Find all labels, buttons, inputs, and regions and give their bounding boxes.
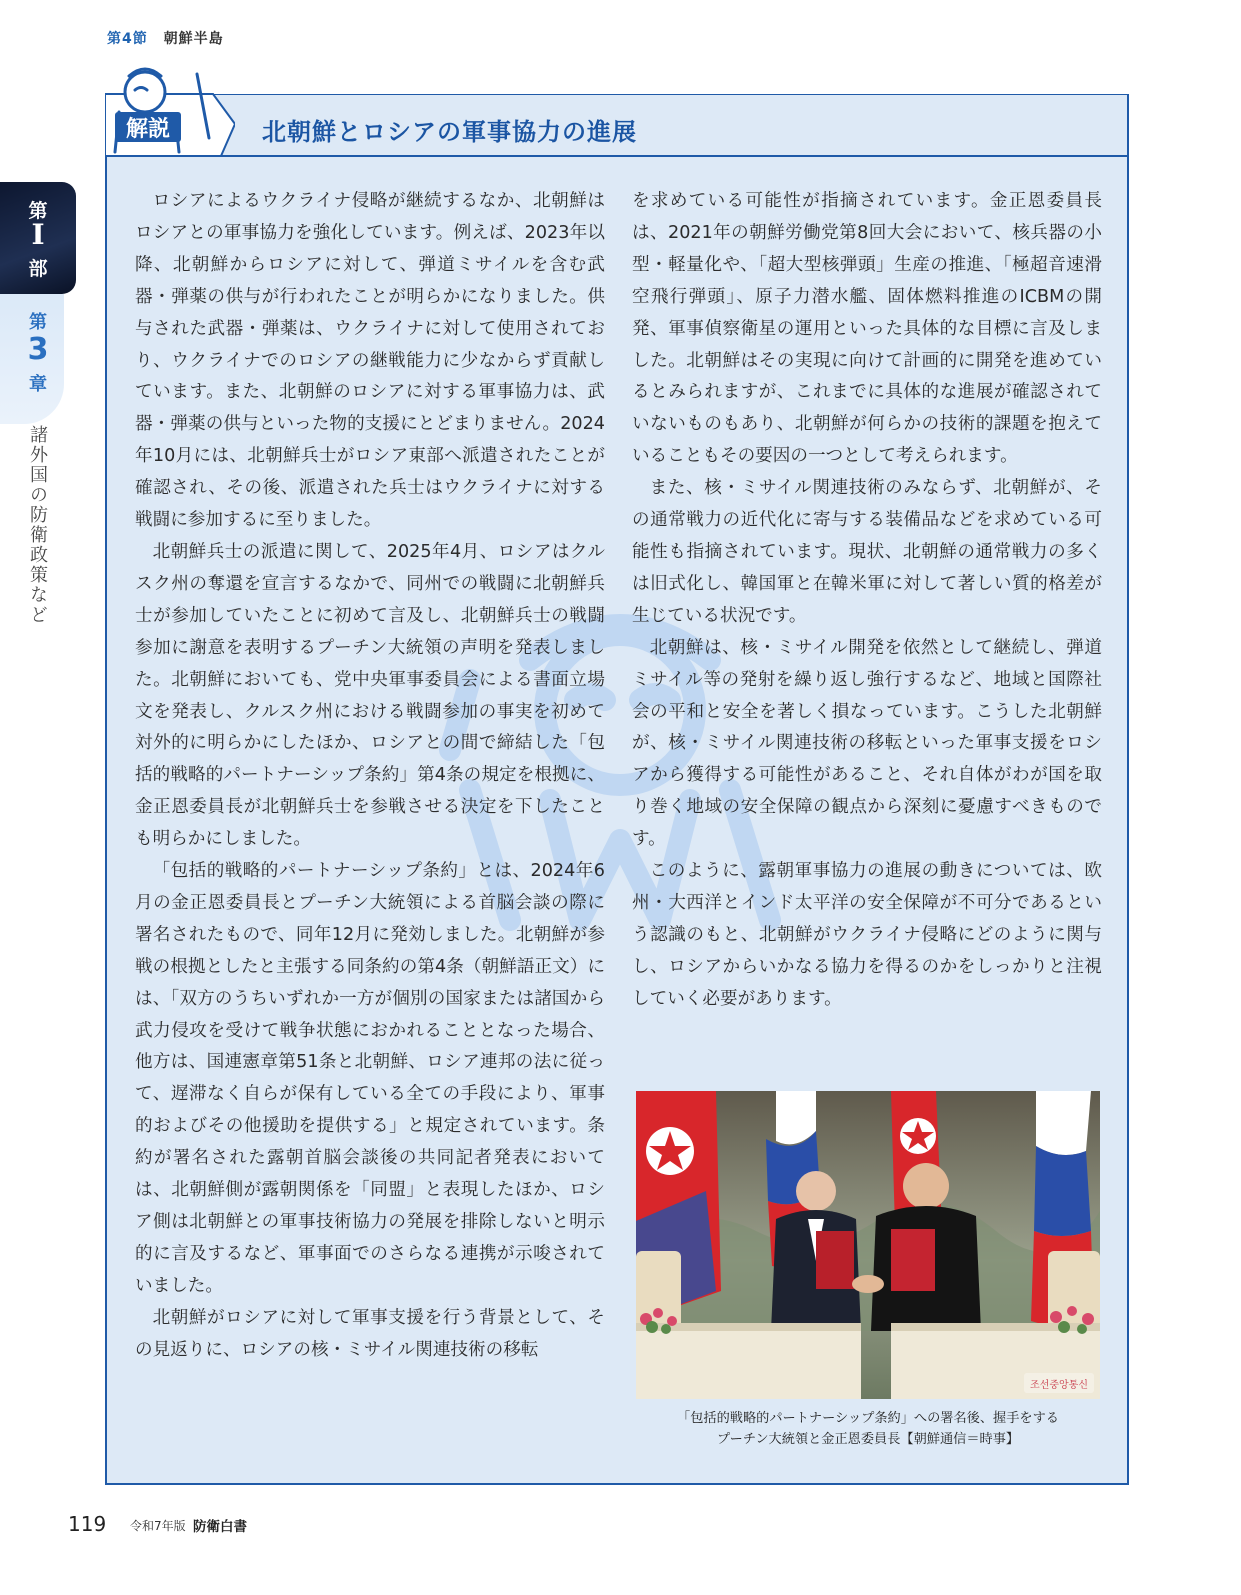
chapter-tab xyxy=(0,294,64,424)
left-column xyxy=(135,186,605,1367)
photo-caption-line-2: プーチン大統領と金正恩委員長【朝鮮通信＝時事】 xyxy=(716,1432,1020,1447)
chapter-tab-label-bottom: 章 xyxy=(29,374,47,395)
section-header xyxy=(107,28,224,48)
chapter-tab-label-top: 第 xyxy=(29,312,47,333)
part-tab xyxy=(0,182,76,294)
right-paragraph-1: また、核・ミサイル関連技術のみならず、北朝鮮が、その通常戦力の近代化に寄与する装備品などを求めている可能性も指摘されています。現状、北朝鮮の通常戦力の多くは旧式化し、韓国軍と在韓米軍に対して著しい質的格差が生じている状況です。 xyxy=(632,478,1102,626)
title-divider xyxy=(107,155,1127,157)
photo-caption xyxy=(636,1408,1100,1450)
right-paragraph-3: このように、露朝軍事協力の進展の動きについては、欧州・大西洋とインド太平洋の安全保障が不可分であるという認識のもと、北朝鮮がウクライナ侵略にどのように関与し、ロシアからいかなる協力を得るのかをしっかりと注視していく必要があります。 xyxy=(632,861,1102,1009)
left-paragraph-4: 北朝鮮がロシアに対して軍事支援を行う背景として、その見返りに、ロシアの核・ミサイル関連技術の移転 xyxy=(135,1307,605,1360)
part-tab-number: I xyxy=(31,218,45,251)
chapter-tab-number: 3 xyxy=(27,332,49,367)
left-paragraph-3: 「包括的戦略的パートナーシップ条約」とは、2024年6月の金正恩委員長とプーチン大統領による首脳会談の際に署名されたもので、同年12月に発効しました。北朝鮮が参戦の根拠としたと主張する同条約の第4条（朝鮮語正文）には、「双方のうちいずれか一方が個別の国家または諸国から武力侵攻を受けて戦争状態におかれることとなった場合、他方は、国連憲章第51条と北朝鮮、ロシア連邦の法に従って、遅滞なく自らが保有している全ての手段により、軍事的およびその他援助を提供する」と規定されています。条約が署名された露朝首脳会談後の共同記者発表においては、北朝鮮側が露朝関係を「同盟」と表現したほか、ロシア側は北朝鮮との軍事技術協力の発展を排除しないと明示的に言及するなど、軍事面でのさらなる連携が示唆されていました。 xyxy=(135,861,605,1296)
photo-caption-line-1: 「包括的戦略的パートナーシップ条約」への署名後、握手をする xyxy=(677,1411,1059,1426)
photo-watermark: 조선중앙통신 xyxy=(1030,1380,1088,1391)
section-number: 第4節 xyxy=(107,31,148,47)
box-title: 北朝鮮とロシアの軍事協力の進展 xyxy=(262,118,637,146)
part-tab-label-bottom: 部 xyxy=(28,258,48,280)
part-tab-label-top: 第 xyxy=(28,200,48,222)
summit-photo xyxy=(636,1091,1100,1399)
publication-title: 防衛白書 xyxy=(193,1519,247,1535)
edition-label: 令和7年版 xyxy=(130,1519,186,1533)
left-paragraph-1: ロシアによるウクライナ侵略が継続するなか、北朝鮮はロシアとの軍事協力を強化しています。例えば、2023年以降、北朝鮮からロシアに対して、弾道ミサイルを含む武器・弾薬の供与が行われたことが明らかになりました。供与された武器・弾薬は、ウクライナに対して使用されており、ウクライナでのロシアの継戦能力に少なからず貢献しています。また、北朝鮮のロシアに対する軍事協力は、武器・弾薬の供与といった物的支援にとどまりません。2024年10月には、北朝鮮兵士がロシア東部へ派遣されたことが確認され、その後、派遣された兵士はウクライナに対する戦闘に参加するに至りました。 xyxy=(135,191,605,531)
left-paragraph-2: 北朝鮮兵士の派遣に関して、2025年4月、ロシアはクルスク州の奪還を宣言するなかで、同州での戦闘に北朝鮮兵士が参加していたことに初めて言及し、北朝鮮兵士の戦闘参加に謝意を表明するプーチン大統領の声明を発表しました。北朝鮮においても、党中央軍事委員会による書面立場文を発表し、クルスク州における戦闘参加の事実を初めて対外的に明らかにしたほか、ロシアとの間で締結した「包括的戦略的パートナーシップ条約」第4条の規定を根拠に、金正恩委員長が北朝鮮兵士を参戦させる決定を下したことも明らかにしました。 xyxy=(135,541,605,850)
right-paragraph-continuation: を求めている可能性が指摘されています。金正恩委員長は、2021年の朝鮮労働党第8回大会において、核兵器の小型・軽量化や、「超大型核弾頭」生産の推進、「極超音速滑空飛行弾頭」、原子力潜水艦、固体燃料推進のICBMの開発、軍事偵察衛星の運用といった具体的な目標に言及しました。北朝鮮はその実現に向けて計画的に開発を進めているとみられますが、これまでに具体的な進展が確認されていないものもあり、北朝鮮が何らかの技術的課題を抱えていることもその要因の一つとして考えられます。 xyxy=(632,191,1102,467)
chapter-title-vertical: 諸外国の防衛政策など xyxy=(27,425,48,625)
section-name: 朝鮮半島 xyxy=(163,31,224,47)
page-number: 119 xyxy=(68,1512,107,1536)
right-column xyxy=(632,186,1102,1016)
right-paragraph-2: 北朝鮮は、核・ミサイル開発を依然として継続し、弾道ミサイル等の発射を繰り返し強行するなど、地域と国際社会の平和と安全を著しく損なっています。こうした北朝鮮が、核・ミサイル関連技術の移転といった軍事支援をロシアから獲得する可能性があること、それ自体がわが国を取り巻く地域の安全保障の観点から深刻に憂慮すべきものです。 xyxy=(632,637,1102,850)
commentary-tab-icon xyxy=(105,64,235,160)
commentary-tab-label: 解説 xyxy=(125,117,171,142)
